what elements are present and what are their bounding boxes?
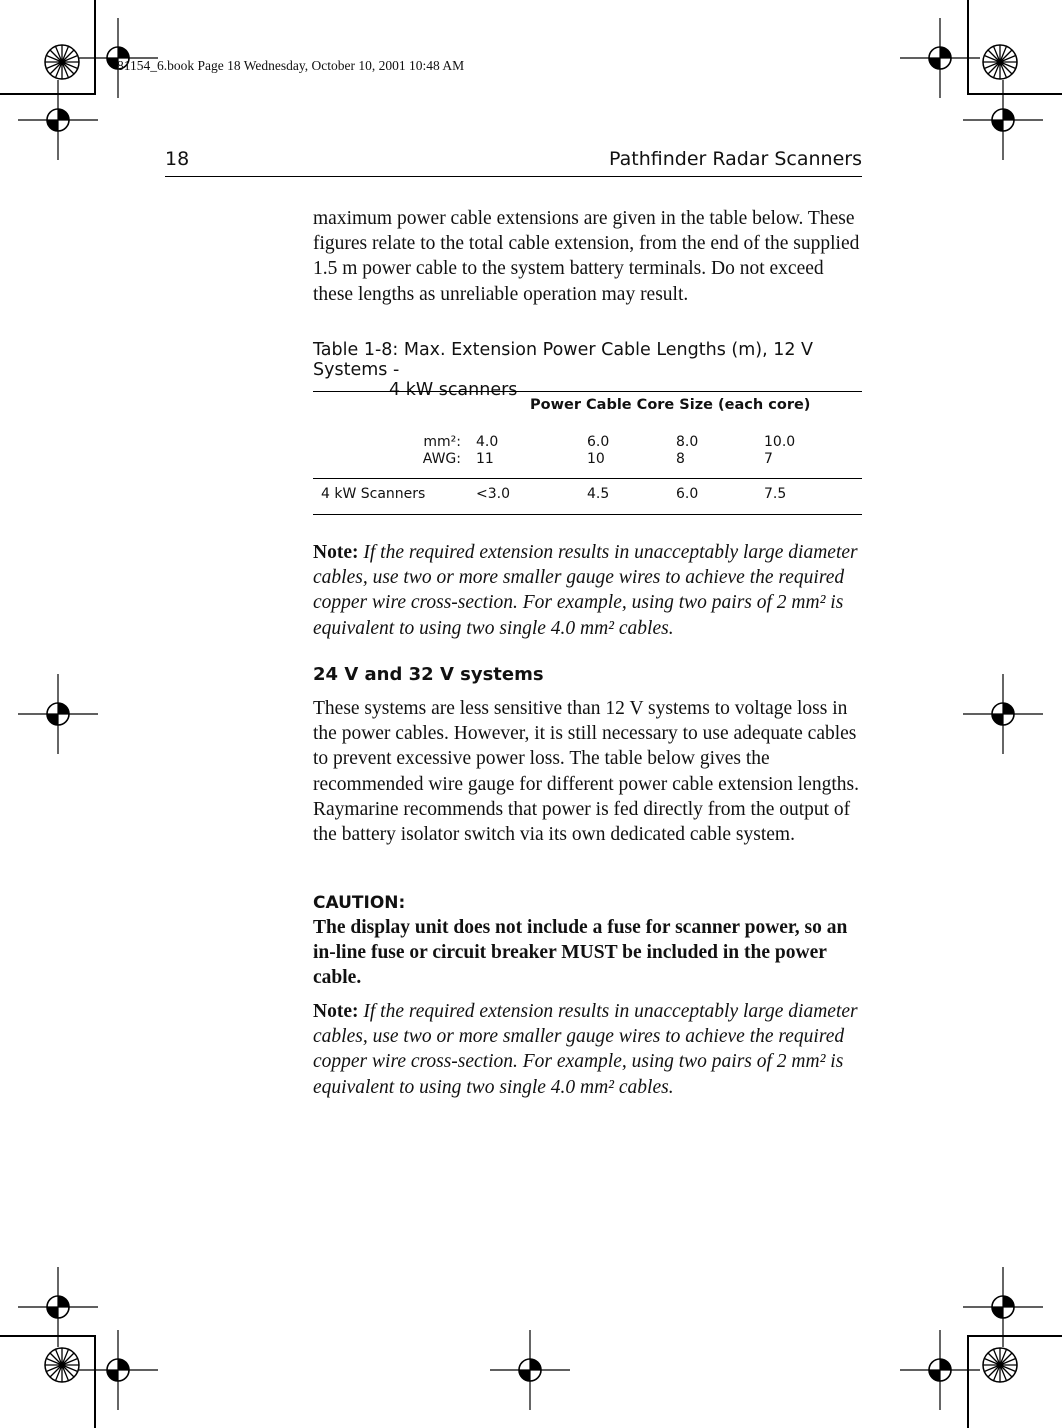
note-paragraph — [313, 999, 865, 1100]
table-group-header: Power Cable Core Size (each core) — [530, 397, 811, 413]
star-target-mark — [983, 1348, 1017, 1382]
book-info-line: 81154_6.book Page 18 Wednesday, October 10, 2001 10:48 AM — [117, 58, 465, 73]
table-bottom-rule — [313, 514, 862, 515]
table-cell: 6.0 — [676, 486, 699, 502]
section-heading: 24 V and 32 V systems — [313, 664, 544, 685]
mm2-value: 8.0 — [676, 434, 699, 450]
registration-mark — [963, 1267, 1043, 1347]
mm2-value: 4.0 — [476, 434, 499, 450]
table-row-label: 4 kW Scanners — [321, 486, 426, 502]
registration-mark — [18, 1267, 98, 1347]
star-target-mark — [45, 45, 79, 79]
note-text: If the required extension results in unacceptably large diameter cables, use two or more smaller gauge wires to achieve the required copper wire cross-section. For example, using two pairs of 2 mm² is equivalent to using two single 4.0 mm² cables. — [313, 1001, 858, 1098]
registration-mark — [900, 1330, 980, 1410]
star-target-mark — [45, 1348, 79, 1382]
note-label: Note: — [313, 542, 359, 563]
table-cell: <3.0 — [476, 486, 510, 502]
table-top-rule — [313, 391, 862, 392]
section-paragraph: These systems are less sensitive than 12 V systems to voltage loss in the power cables. However, it is still necessary to use adequate cables to prevent excessive power loss. The table below gives the recommended wire gauge for different power cable extension lengths. Raymarine recommends that power is fed directly from the output of the battery isolator switch via its own dedicated cable system. — [313, 698, 859, 846]
caution-text: The display unit does not include a fuse for scanner power, so an in-line fuse or circuit breaker MUST be included in the power cable. — [313, 917, 848, 989]
note-paragraph — [313, 540, 865, 641]
caution-label: CAUTION: — [313, 893, 406, 913]
awg-value: 10 — [587, 451, 605, 467]
awg-value: 11 — [476, 451, 494, 467]
star-target-mark — [983, 45, 1017, 79]
registration-mark — [78, 1330, 158, 1410]
registration-mark — [18, 674, 98, 754]
registration-mark — [490, 1330, 570, 1410]
mm2-value: 6.0 — [587, 434, 610, 450]
registration-mark — [963, 674, 1043, 754]
mm2-value: 10.0 — [764, 434, 796, 450]
running-title: Pathfinder Radar Scanners — [609, 148, 862, 170]
awg-value: 7 — [764, 451, 773, 467]
note-label: Note: — [313, 1001, 359, 1022]
unit-label-awg: AWG: — [422, 451, 461, 467]
registration-mark — [963, 80, 1043, 160]
table-cell: 4.5 — [587, 486, 610, 502]
note-text: If the required extension results in unacceptably large diameter cables, use two or more smaller gauge wires to achieve the required copper wire cross-section. For example, using two pairs of 2 mm² is equivalent to using two single 4.0 mm² cables. — [313, 542, 858, 639]
table-mid-rule — [313, 478, 862, 479]
awg-value: 8 — [676, 451, 685, 467]
registration-mark — [18, 80, 98, 160]
unit-label-mm2: mm²: — [423, 434, 461, 450]
registration-mark — [900, 18, 980, 98]
table-cell: 7.5 — [764, 486, 787, 502]
table-caption-line1: Table 1-8: Max. Extension Power Cable Lengths (m), 12 V Systems - — [313, 340, 814, 380]
intro-paragraph: maximum power cable extensions are given in the table below. These figures relate to the total cable extension, from the end of the supplied 1.5 m power cable to the system battery terminals. Do not exceed these lengths as unreliable operation may result. — [313, 208, 860, 305]
header-rule — [165, 176, 862, 177]
table-caption-line2: 4 kW scanners — [389, 380, 518, 400]
page-number: 18 — [165, 148, 190, 170]
